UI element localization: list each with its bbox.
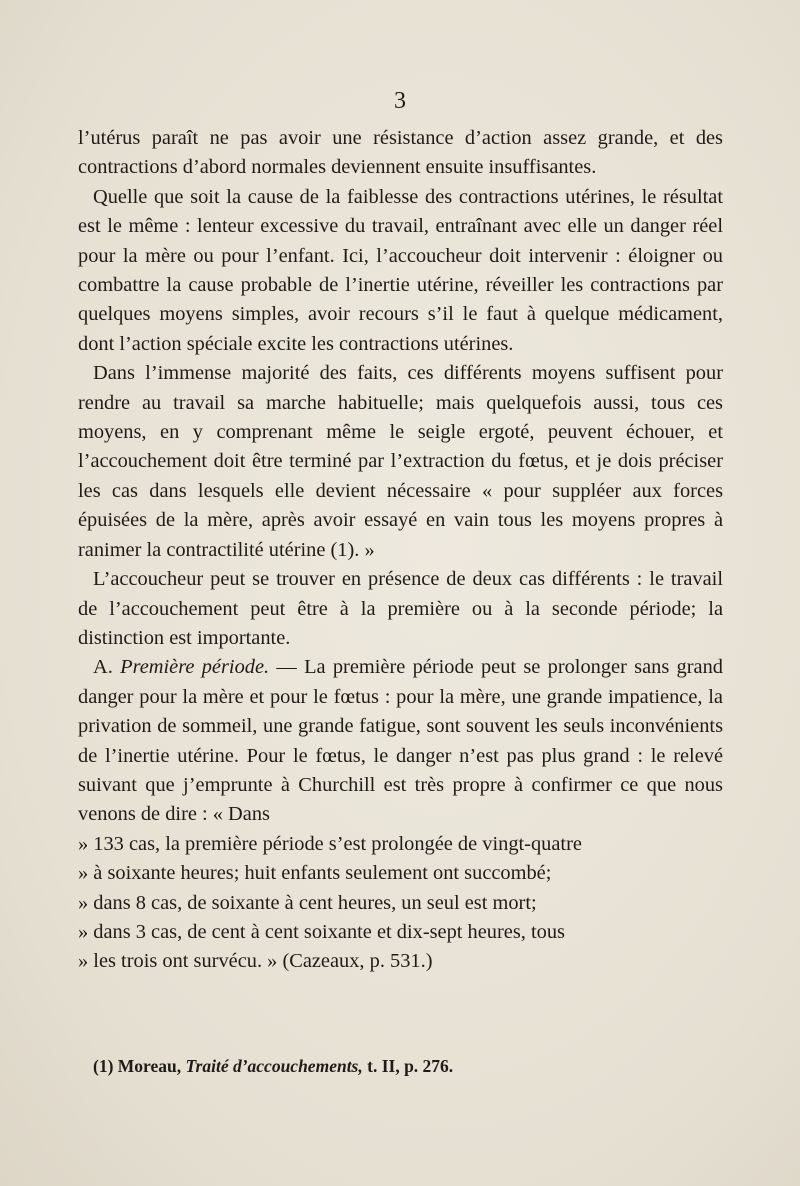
- quote-line: » les trois ont survécu. » (Cazeaux, p. 531.): [78, 950, 433, 973]
- quote-line: » dans 3 cas, de cent à cent soixante et dix-sept heures, tous: [78, 920, 565, 943]
- paragraph-deux-cas: L’accoucheur peut se trouver en présence de deux cas différents : le travail de l’accouchement peut être à la première ou à la seconde période; la distinction est importante.: [78, 568, 723, 649]
- section-title: Première période.: [120, 656, 270, 679]
- footnote: [93, 1054, 713, 1078]
- paragraph-majorite-faits: Dans l’immense majorité des faits, ces différents moyens suffisent pour rendre au travail sa marche habituelle; mais quelquefois aussi, tous ces moyens, en y comprenant même le seigle ergoté, peuvent échouer, et l’accouchement doit être terminé par l’extraction du fœtus, et je dois préciser les cas dans lesquels elle devient nécessaire « pour suppléer aux forces épuisées de la mère, après avoir essayé en vain tous les moyens propres à ranimer la contractilité utérine (1). »: [78, 362, 723, 561]
- section-text: — La première période peut se prolonger sans grand danger pour la mère et pour le fœtus : pour la mère, une grande impatience, la privation de sommeil, une grande fatigue, sont souvent les seuls inconvénients de l’inertie utérine. Pour le fœtus, le danger n’est pas plus grand : le relevé suivant que j’emprunte à Churchill est très propre à confirmer ce que nous venons de dire : « Dans: [78, 656, 723, 826]
- footnote-author: Moreau,: [117, 1056, 182, 1076]
- paragraph-continuation: l’utérus paraît ne pas avoir une résistance d’action assez grande, et des contractions d’abord normales deviennent ensuite insuffisantes.: [78, 127, 723, 179]
- paragraph-cause-faiblesse: Quelle que soit la cause de la faiblesse des contractions utérines, le résultat est le même : lenteur excessive du travail, entraînant avec elle un danger réel pour la mère ou pour l’enfant. Ici, l’accoucheur doit intervenir : éloigner ou combattre la cause probable de l’inertie utérine, réveiller les contractions par quelques moyens simples, avoir recours s’il le faut à quelque médicament, dont l’action spéciale excite les contractions utérines.: [78, 185, 723, 355]
- quote-line: » dans 8 cas, de soixante à cent heures, un seul est mort;: [78, 891, 537, 914]
- body-text: [78, 124, 723, 977]
- footnote-title: Traité d’accouchements,: [185, 1056, 363, 1076]
- page-number: 3: [394, 88, 406, 114]
- footnote-ref: t. II, p. 276.: [367, 1056, 454, 1076]
- footnote-marker: (1): [93, 1056, 114, 1076]
- quote-line: » 133 cas, la première période s’est prolongée de vingt-quatre: [78, 832, 582, 855]
- paragraph-premiere-periode: [78, 653, 723, 829]
- quote-line: » à soixante heures; huit enfants seulement ont succombé;: [78, 862, 552, 885]
- section-label: A.: [93, 656, 113, 679]
